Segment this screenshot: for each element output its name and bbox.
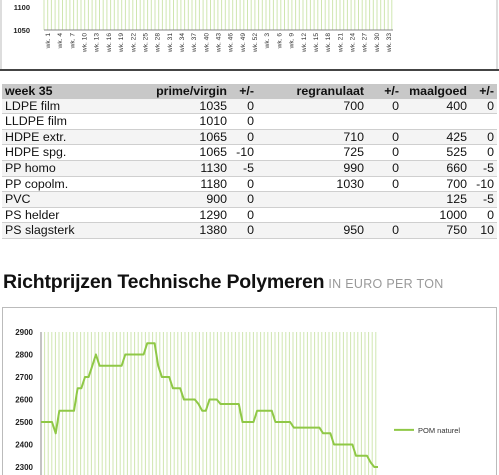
cell-maalgoed-change: 0	[470, 207, 497, 223]
cell-prime-change: 0	[230, 192, 257, 208]
cell-material: PVC	[2, 192, 118, 208]
cell-regranulaat	[257, 114, 367, 130]
y-tick-label: 2500	[15, 418, 33, 427]
cell-regranulaat: 1030	[257, 176, 367, 192]
top-grid	[44, 0, 392, 30]
x-tick-label: wk. 15	[312, 33, 320, 53]
cell-maalgoed: 400	[402, 99, 470, 114]
y-tick-label: 1100	[13, 3, 30, 12]
cell-maalgoed-change	[470, 114, 497, 130]
section-title: Richtprijzen Technische Polymeren	[3, 271, 325, 293]
header-prime-change: +/-	[230, 84, 257, 99]
cell-prime-virgin: 1290	[118, 207, 230, 223]
cell-maalgoed: 1000	[402, 207, 470, 223]
cell-maalgoed: 125	[402, 192, 470, 208]
cell-regranulaat-change: 0	[367, 129, 402, 145]
x-tick-label: wk. 12	[300, 33, 308, 53]
cell-maalgoed: 425	[402, 129, 470, 145]
cell-maalgoed-change: -5	[470, 160, 497, 176]
x-tick-label: wk. 25	[142, 33, 150, 53]
cell-regranulaat: 710	[257, 129, 367, 145]
cell-prime-virgin: 1180	[118, 176, 230, 192]
pom-price-chart	[2, 307, 497, 475]
x-tick-label: wk. 49	[239, 33, 247, 53]
y-tick-label: 2600	[15, 395, 33, 405]
legend-label: POM naturel	[418, 425, 461, 435]
cell-maalgoed-change: -5	[470, 192, 497, 208]
cell-regranulaat	[257, 207, 367, 223]
table-row	[2, 129, 497, 145]
top-section-divider	[0, 69, 499, 71]
x-tick-label: wk. 37	[191, 33, 199, 53]
x-tick-label: wk. 19	[118, 33, 126, 53]
table-header-row	[2, 84, 497, 99]
table-row	[2, 114, 497, 130]
weekly-price-chart-top	[0, 0, 499, 70]
cell-prime-virgin: 900	[118, 192, 230, 208]
cell-maalgoed	[402, 114, 470, 130]
y-tick-label: 2900	[15, 328, 33, 337]
cell-regranulaat: 990	[257, 160, 367, 176]
cell-prime-virgin: 1065	[118, 129, 230, 145]
header-regranulaat: regranulaat	[257, 84, 367, 99]
y-tick-label: 2700	[15, 373, 33, 382]
cell-prime-change: -5	[230, 160, 257, 176]
cell-maalgoed-change: 0	[470, 99, 497, 114]
x-tick-label: wk. 40	[203, 33, 211, 53]
cell-regranulaat-change	[367, 207, 402, 223]
cell-regranulaat-change: 0	[367, 160, 402, 176]
table-row	[2, 145, 497, 161]
header-week: week 35	[2, 84, 118, 99]
y-tick-label: 2400	[15, 440, 33, 450]
x-tick-label: wk. 18	[325, 33, 333, 53]
table-row	[2, 223, 497, 239]
cell-prime-change: 0	[230, 207, 257, 223]
cell-prime-virgin: 1035	[118, 99, 230, 114]
cell-material: PP homo	[2, 160, 118, 176]
cell-maalgoed-change: 10	[470, 223, 497, 239]
cell-material: PS slagsterk	[2, 223, 118, 239]
cell-material: PP copolm.	[2, 176, 118, 192]
cell-regranulaat-change	[367, 114, 402, 130]
x-tick-label: wk. 4	[57, 33, 65, 49]
cell-prime-change: 0	[230, 99, 257, 114]
cell-regranulaat-change: 0	[367, 223, 402, 239]
x-tick-label: wk. 34	[178, 33, 186, 53]
x-tick-label: wk. 22	[130, 33, 138, 53]
cell-maalgoed-change: 0	[470, 129, 497, 145]
x-tick-label: wk. 7	[69, 33, 77, 49]
table-row	[2, 176, 497, 192]
x-tick-label: wk. 21	[337, 33, 345, 53]
table-row	[2, 99, 497, 114]
x-tick-label: wk. 1	[45, 33, 52, 49]
section-unit: IN EURO PER TON	[328, 277, 444, 291]
y-tick-label: 1050	[13, 26, 30, 35]
price-table	[2, 84, 497, 239]
cell-prime-virgin: 1065	[118, 145, 230, 161]
header-maalgoed-change: +/-	[470, 84, 497, 99]
cell-prime-change: 0	[230, 176, 257, 192]
cell-material: LDPE film	[2, 99, 118, 114]
table-row	[2, 207, 497, 223]
x-tick-label: wk. 33	[386, 33, 393, 53]
cell-prime-virgin: 1010	[118, 114, 230, 130]
cell-material: HDPE extr.	[2, 129, 118, 145]
cell-maalgoed-change: -10	[470, 176, 497, 192]
cell-prime-virgin: 1130	[118, 160, 230, 176]
header-regranulaat-change: +/-	[367, 84, 402, 99]
cell-material: HDPE spg.	[2, 145, 118, 161]
x-tick-label: wk. 16	[105, 33, 113, 53]
table-body	[2, 99, 497, 239]
cell-regranulaat: 950	[257, 223, 367, 239]
header-maalgoed: maalgoed	[402, 84, 470, 99]
cell-regranulaat-change: 0	[367, 145, 402, 161]
cell-maalgoed: 700	[402, 176, 470, 192]
cell-material: LLDPE film	[2, 114, 118, 130]
x-tick-label: wk. 13	[93, 33, 101, 53]
cell-maalgoed-change: 0	[470, 145, 497, 161]
cell-prime-change: 0	[230, 129, 257, 145]
table-row	[2, 160, 497, 176]
cell-maalgoed: 660	[402, 160, 470, 176]
x-tick-label: wk. 6	[276, 33, 284, 49]
cell-maalgoed: 525	[402, 145, 470, 161]
cell-prime-change: 0	[230, 223, 257, 239]
y-tick-label: 2800	[15, 350, 33, 360]
x-tick-label: wk. 31	[166, 33, 174, 53]
header-prime-virgin: prime/virgin	[118, 84, 230, 99]
x-tick-label: wk. 46	[227, 33, 235, 53]
x-tick-label: wk. 28	[154, 33, 162, 53]
cell-prime-change: 0	[230, 114, 257, 130]
x-tick-label: wk. 9	[288, 33, 296, 49]
cell-prime-virgin: 1380	[118, 223, 230, 239]
y-tick-label: 2300	[15, 463, 33, 472]
cell-regranulaat-change: 0	[367, 176, 402, 192]
x-tick-label: wk. 24	[349, 33, 357, 53]
cell-regranulaat: 700	[257, 99, 367, 114]
cell-regranulaat-change	[367, 192, 402, 208]
cell-regranulaat: 725	[257, 145, 367, 161]
cell-maalgoed: 750	[402, 223, 470, 239]
table-row	[2, 192, 497, 208]
x-tick-label: wk. 43	[215, 33, 223, 53]
x-tick-label: wk. 3	[264, 33, 272, 49]
section-heading	[3, 271, 499, 297]
x-tick-label: wk. 10	[81, 33, 89, 53]
cell-regranulaat	[257, 192, 367, 208]
x-tick-label: wk. 52	[252, 33, 260, 53]
x-tick-label: wk. 27	[361, 33, 369, 53]
x-tick-label: wk. 30	[373, 33, 381, 53]
cell-prime-change: -10	[230, 145, 257, 161]
cell-material: PS helder	[2, 207, 118, 223]
cell-regranulaat-change: 0	[367, 99, 402, 114]
